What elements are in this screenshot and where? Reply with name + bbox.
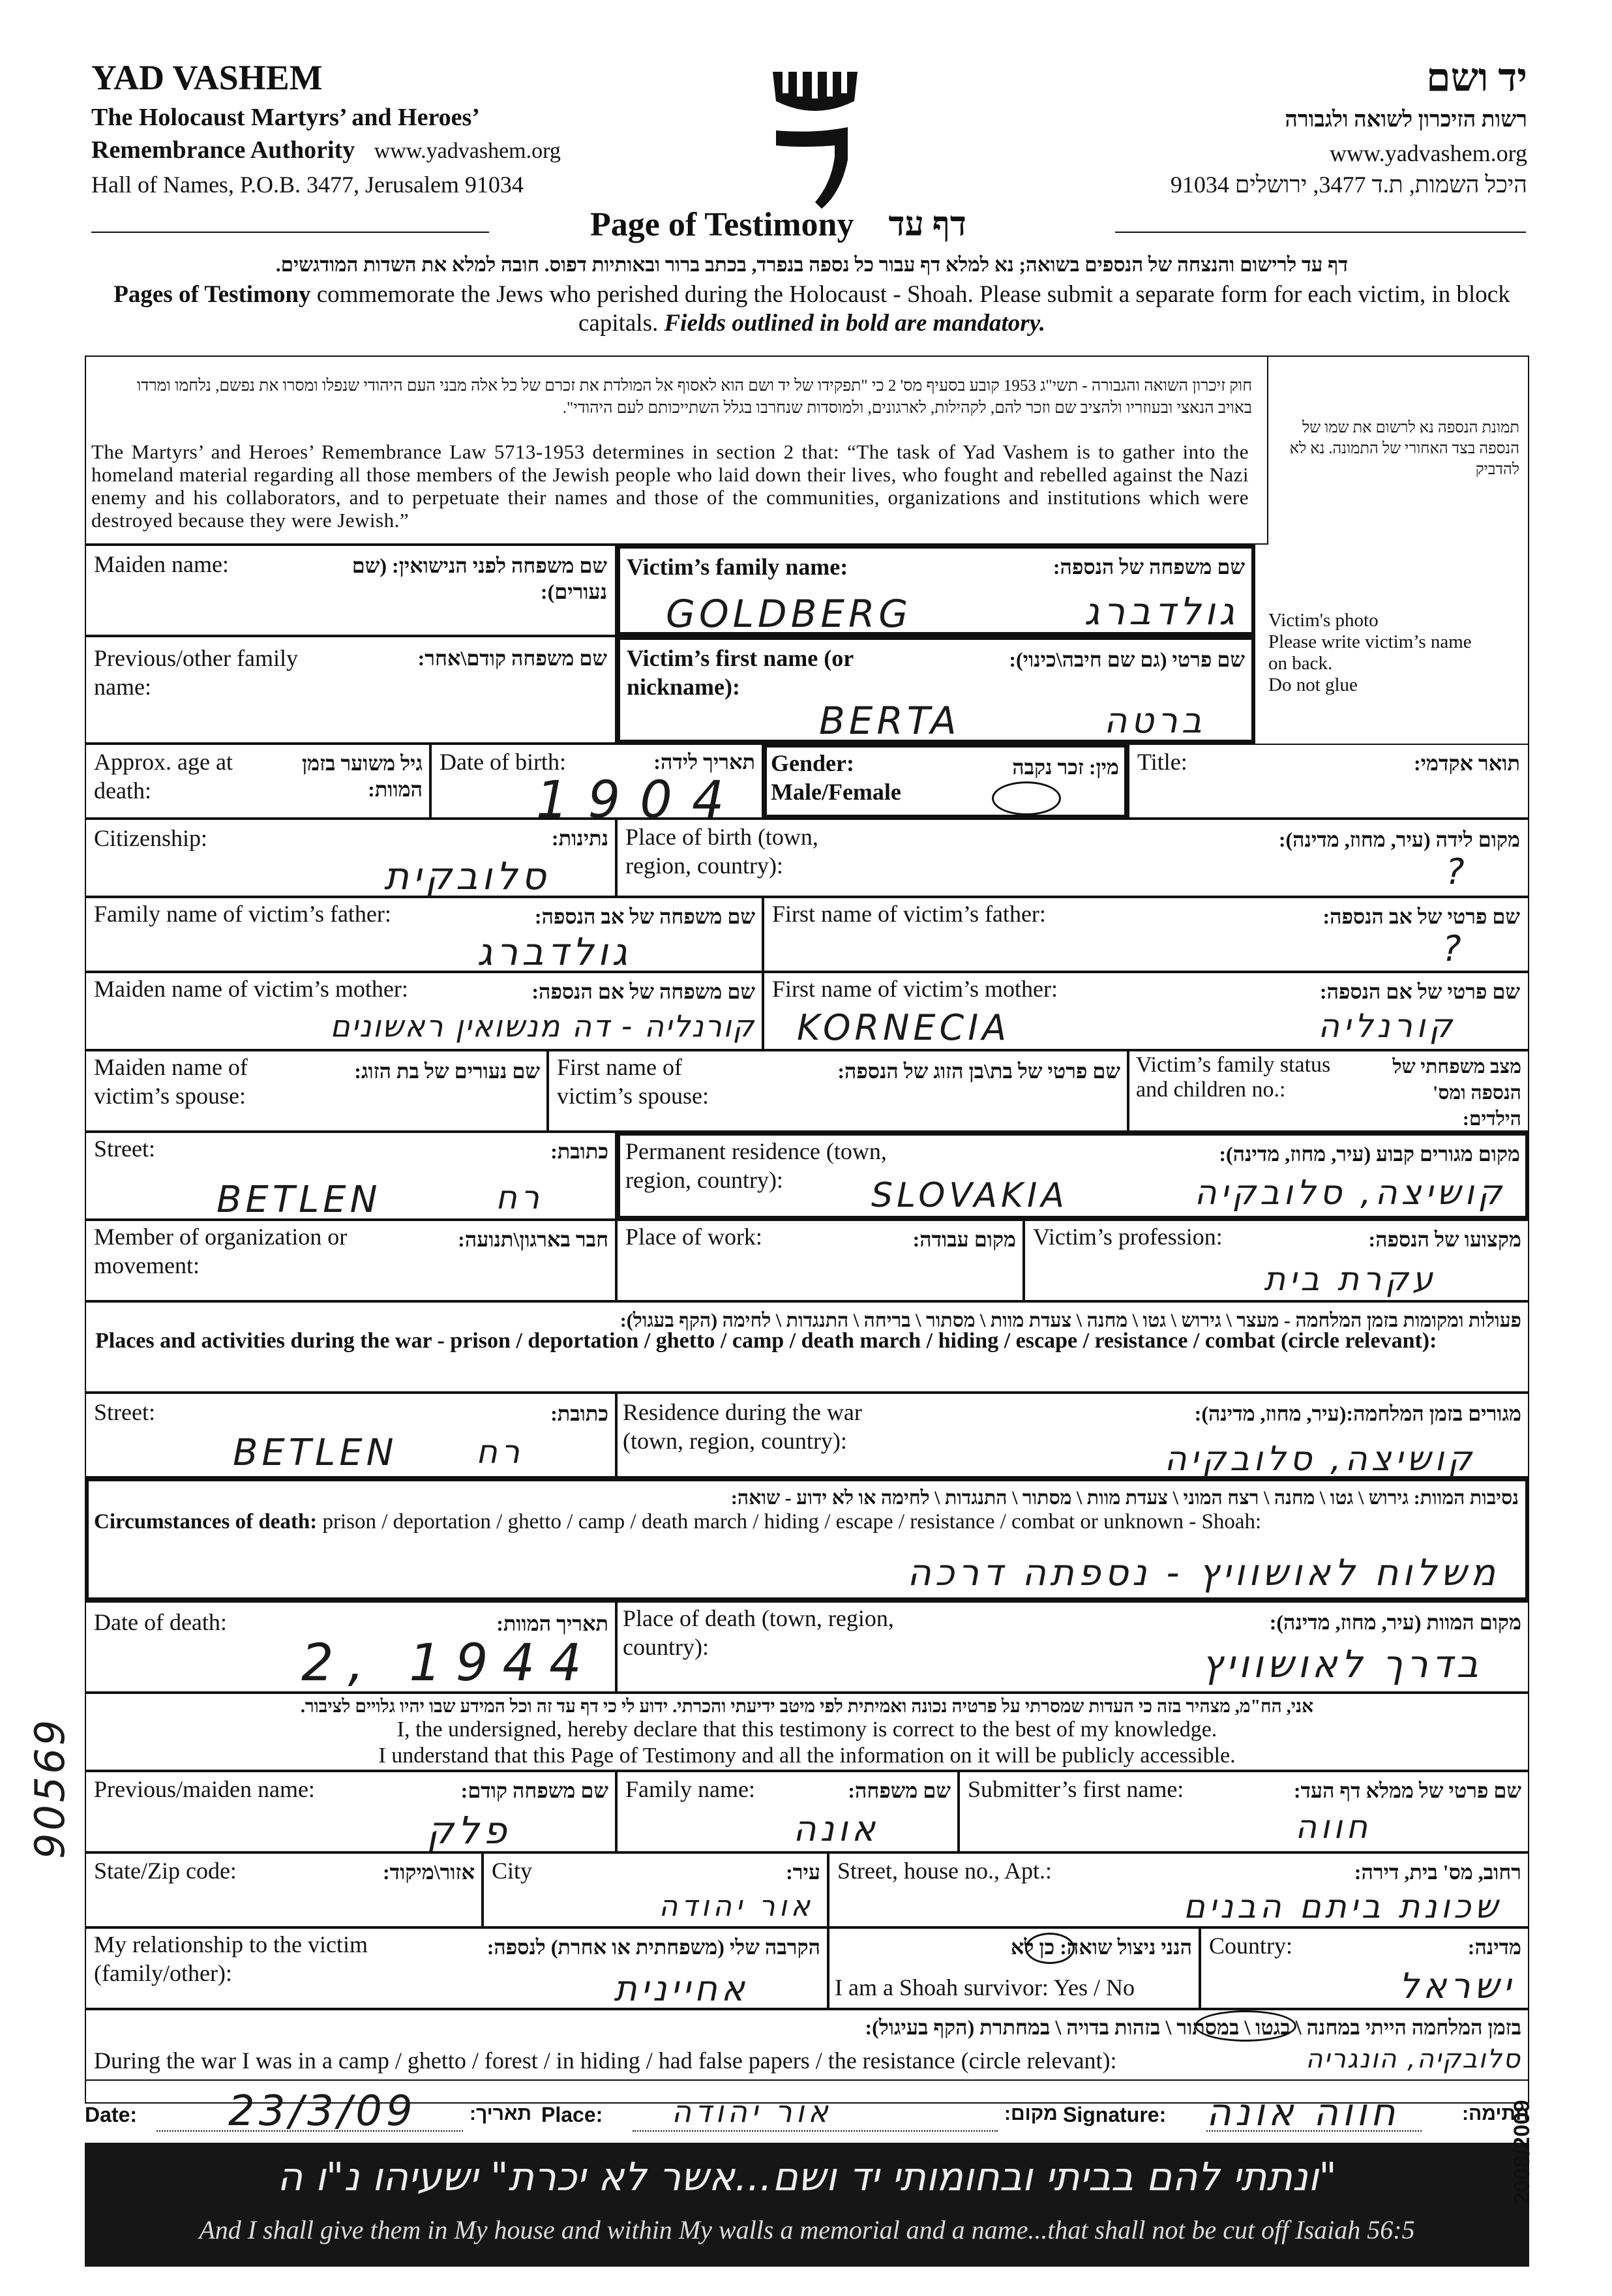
submitter-city-cell[interactable] [483,1852,828,1927]
gender-label: Gender: Male/Female [771,750,901,805]
circumstances-cell[interactable] [85,1477,1529,1601]
footer-he-quote: "ונתתי להם בביתי ובחומותי יד ושם...אשר לא יכרת" ישעיהו נ"ו ה [277,2154,1337,2200]
victim-family-name-value: GOLDBERG [666,592,912,636]
father-family-name-value: גולדברג [477,929,631,974]
survivor-label: I am a Shoah survivor: Yes / No [835,1974,1135,2001]
maiden-name-label: Maiden name: [94,551,229,577]
survivor-he: הנני ניצול שואה: כן לא [1010,1935,1192,1959]
street-value: BETLEN [216,1179,381,1221]
footer-en-quote: And I shall give them in My house and within My walls a memorial and a name...that shall not be cut off Isaiah 56:5 [199,2215,1415,2244]
submitter-first-name-he: שם פרטי של ממלא דף העד: [1293,1779,1521,1802]
date-label: Date: [85,2103,138,2126]
footer-banner [85,2143,1529,2267]
submitter-city-he: עיר: [786,1860,820,1884]
mother-first-name-en-value: KORNECIA [797,1007,1011,1048]
citizenship-label: Citizenship: [94,825,207,851]
family-status-cell[interactable] [1128,1050,1529,1132]
circumstances-label: Circumstances of death: [94,1510,318,1533]
place-of-birth-value: ? [1446,851,1469,892]
circumstances-he: נסיבות המוות: גירוש \ גטו \ מחנה \ רצח המוני \ צעדת מוות \ מסתור \ התנגדות \ לחימה או לא ידוע - שואה: [730,1487,1519,1509]
father-family-name-label: Family name of victim’s father: [94,901,391,927]
spouse-maiden-name-label: Maiden name of victim’s spouse: [94,1054,248,1109]
age-he: גיל משוער בזמן המוות: [301,751,423,801]
street-value-he: רח [496,1179,543,1216]
mother-maiden-name-cell[interactable] [85,972,763,1050]
victim-first-name-value: BERTA [819,699,961,743]
spouse-maiden-name-cell[interactable] [85,1050,548,1132]
war-status-value: סלובקיה, הונגריה [1306,2044,1521,2074]
citizenship-he: נתינות: [551,826,608,850]
submitter-street-label: Street, house no., Apt.: [837,1858,1052,1884]
victim-first-name-he: שם פרטי (גם שם חיבה\כינוי): [1009,648,1245,671]
war-residence-value: קושיצה, סלובקיה [1164,1440,1476,1479]
age-label: Approx. age at death: [94,749,233,804]
header-rule-left [91,232,489,233]
profession-cell[interactable] [1024,1220,1529,1301]
relationship-label: My relationship to the victim (family/other): [94,1931,368,1986]
place-of-death-cell[interactable] [616,1601,1529,1693]
father-first-name-value: ? [1442,928,1465,969]
submitter-street-he: רחוב, מס' בית, דירה: [1354,1860,1521,1884]
photo-en-line2: Please write victim’s name [1268,631,1472,652]
photo-en [1268,610,1529,696]
war-street-he: כתובת: [550,1402,608,1425]
citizenship-value: סלובקית [383,854,550,898]
survivor-cell[interactable] [828,1927,1200,2009]
declaration-cell [85,1693,1529,1771]
profession-label: Victim’s profession: [1033,1224,1223,1250]
father-family-name-he: שם משפחה של אב הנספה: [534,905,755,928]
place-of-death-he: מקום המוות (עיר, מחוז, מדינה): [1269,1610,1521,1634]
circumstances-en [94,1510,1261,1534]
submitter-previous-name-value: פלק [426,1808,511,1852]
submitter-family-name-cell[interactable] [616,1771,959,1852]
place-of-work-label: Place of work: [625,1224,762,1250]
signature-he: חתימה: [1461,2103,1529,2124]
declaration-he: אני, הח"מ, מצהיר בזה כי העדות שמסרתי על פרטיה נכונה ואמיתית לפי מיטב ידיעתי והכרתי. ידוע לי כי דף עד זה וכל המידע שבו יהיו גלויים לציבור. [300,1697,1314,1717]
date-of-death-value: 2, 1944 [301,1634,596,1693]
org-name-he: יד ושם [1426,56,1527,99]
org-address-en: Hall of Names, P.O.B. 3477, Jerusalem 91034 [91,172,524,198]
submitter-zip-he: אזור\מיקוד: [383,1860,475,1884]
photo-he: תמונת הנספה נא לרשום את שמו של הנספה בצד האחורי של התמונה. נא לא להדביק [1289,419,1519,478]
place-of-work-cell[interactable] [616,1220,1024,1301]
war-places-cell[interactable] [85,1301,1529,1393]
country-label: Country: [1209,1933,1293,1959]
place-he: מקום: [1004,2103,1058,2124]
intro-en-text: commemorate the Jews who perished during the Holocaust - Shoah. Please submit a separate form for each victim, in block capitals. [310,281,1510,337]
age-cell[interactable] [85,744,430,819]
org-line2-he: רשות הזיכרון לשואה ולגבורה [1285,108,1527,132]
war-places-en: Places and activities during the war - prison / deportation / ghetto / camp / death march / hiding / escape / resistance / combat (circle relevant): [95,1329,1437,1353]
photo-en-line4: Do not glue [1268,674,1358,695]
profession-value: עקרת בית [1264,1260,1437,1298]
mother-first-name-he: שם פרטי של אם הנספה: [1319,980,1520,1003]
previous-family-name-cell[interactable] [85,636,616,744]
submitter-city-label: City [492,1858,533,1884]
survivor-circle-yes [1025,1933,1075,1964]
victim-family-name-he: שם משפחה של הנספה: [1052,555,1245,579]
mother-first-name-label: First name of victim’s mother: [772,976,1058,1002]
country-he: מדינה: [1467,1935,1521,1959]
intro-en-bold: Pages of Testimony [113,281,311,308]
submitter-family-name-he: שם משפחה: [848,1779,951,1802]
family-status-label: Victim’s family status and children no.: [1136,1053,1331,1102]
submitter-street-value: שכונת ביתם הבנים [1183,1888,1502,1926]
father-first-name-label: First name of victim’s father: [772,901,1046,927]
signature-label: Signature: [1063,2103,1167,2126]
org-name-en: YAD VASHEM [91,58,323,97]
intro-en [98,280,1526,338]
place-label: Place: [541,2103,603,2126]
spouse-first-name-he: שם פרטי של בת\בן הזוג של הנספה: [837,1059,1120,1083]
submitter-zip-label: State/Zip code: [94,1858,237,1884]
relationship-value: אחיינית [614,1968,749,2009]
yad-vashem-logo [763,62,867,212]
side-code: 2008/2009 [1510,2100,1534,2205]
maiden-name-he: שם משפחה לפני הנישואין: (שם נעורים): [351,554,607,603]
form-title-he: דף עד [888,206,966,243]
member-org-label: Member of organization or movement: [94,1224,348,1278]
dob-cell[interactable] [430,744,763,830]
org-url-he: www.yadvashem.org [1330,140,1527,166]
mother-first-name-value: קורנליה [1318,1007,1456,1045]
place-of-birth-cell[interactable] [616,819,1529,897]
intro-he: דף עד לרישום והנצחה של הנספים בשואה; נא למלא דף עבור כל נספה בנפרד, בכתב ברור ובאותיות דפוס. חובה למלא את השדות המודגשים. [275,253,1349,276]
permanent-residence-he: מקום מגורים קבוע (עיר, מחוז, מדינה): [1219,1142,1520,1166]
father-first-name-cell[interactable] [763,897,1529,972]
photo-en-line1: Victim's photo [1268,610,1379,631]
war-street-value-he: רח [476,1433,524,1471]
war-street-value: BETLEN [233,1432,398,1474]
submitter-previous-name-cell[interactable] [85,1771,616,1852]
victim-family-name-label: Victim’s family name: [627,554,848,580]
left-stamp: 90569 [26,1717,74,1859]
citizenship-cell[interactable] [85,819,616,897]
member-org-he: חבר בארגון\תנועה: [458,1228,608,1251]
submitter-previous-name-label: Previous/maiden name: [94,1776,315,1802]
relationship-he: הקרבה שלי (משפחתית או אחרת) לנספה: [486,1935,820,1959]
spouse-first-name-label: First name of victim’s spouse: [557,1054,709,1109]
war-places-he: פעולות ומקומות בזמן המלחמה - מעצר \ גירוש \ גטו \ מחנה \ צעדת מוות \ מסתור \ בריחה \ התנגדות \ לחימה (הקף בעגול): [619,1310,1521,1331]
title-cell[interactable] [1128,744,1529,819]
street-he: כתובת: [550,1140,608,1163]
gender-circle-female [992,781,1061,815]
dob-he: תאריך לידה: [653,750,755,774]
member-org-cell[interactable] [85,1220,616,1301]
date-he: תאריך: [470,2103,532,2124]
place-of-work-he: מקום עבודה: [912,1228,1016,1251]
gender-cell[interactable] [763,744,1128,819]
submitter-city-value: אור יהודה [659,1890,814,1923]
law-he: חוק זיכרון השואה והגבורה - תשי"ג 1953 קובע בסעיף מס' 2 כי "תפקידו של יד ושם הוא לאסוף אל המולדת את זכרם של כל אלה מבני העם היהודי שנפלו ומסרו את נפשם, נלחמו ומרדו באויב הנאצי ובעוזריו ולהציב שם וזכר להם, לקהילות, לארגונים, ולמוסדות שנחרבו בגלל השתייכותם לעם היהודי". [136,377,1252,417]
maiden-name-cell[interactable] [85,545,616,636]
mother-maiden-name-value-he: קורנליה - דה מנשואין ראשונים [330,1008,755,1044]
previous-family-name-he: שם משפחה קודם\אחר: [417,646,607,670]
declaration-en1: I, the undersigned, hereby declare that this testimony is correct to the best of my knowledge. [396,1717,1217,1742]
permanent-residence-value: SLOVAKIA [871,1176,1068,1215]
permanent-residence-cell[interactable] [616,1132,1529,1220]
place-value[interactable]: אור יהודה [672,2094,832,2129]
family-status-he: מצב משפחתי של הנספה ומס' הילדים: [1392,1056,1521,1130]
spouse-first-name-cell[interactable] [548,1050,1128,1132]
gender-he: מין: זכר נקבה [1012,755,1119,779]
header-rule-right [1115,232,1526,233]
form-title [590,205,966,244]
org-address-he: היכל השמות, ת.ד 3477, ירושלים 91034 [1170,172,1527,198]
father-family-name-cell[interactable] [85,897,763,972]
war-status-cell[interactable] [85,2009,1529,2081]
circumstances-value: משלוח לאושוויץ - נספתה דרכה [907,1552,1499,1594]
submitter-street-cell[interactable] [828,1852,1529,1927]
war-street-cell[interactable] [85,1393,616,1477]
org-url-en: www.yadvashem.org [374,139,561,163]
street-cell[interactable] [85,1132,616,1220]
circumstances-options: prison / deportation / ghetto / camp / death march / hiding / escape / resistance / combat or unknown - Shoah: [317,1510,1262,1533]
country-cell[interactable] [1200,1927,1529,2009]
mother-maiden-name-he: שם משפחה של אם הנספה: [531,980,755,1003]
declaration-en2: I understand that this Page of Testimony and all the information on it will be publicly accessible. [378,1744,1236,1768]
victim-family-name-value-he: גולדברג [1084,589,1238,633]
date-value[interactable]: 23/3/09 [228,2087,417,2136]
date-of-death-he: תאריך המוות: [496,1612,608,1635]
form-title-en: Page of Testimony [590,206,854,243]
photo-en-line3: on back. [1268,653,1333,674]
submitter-zip-cell[interactable] [85,1852,483,1927]
intro-en-italic: Fields outlined in bold are mandatory. [664,310,1046,337]
war-status-circle-hiding [1195,2010,1296,2042]
org-line3-en [91,136,561,164]
place-of-birth-label: Place of birth (town, region, country): [625,824,818,879]
victim-family-name-cell[interactable] [616,545,1255,636]
war-residence-he: מגורים בזמן המלחמה:(עיר, מחוז, מדינה): [1194,1402,1521,1425]
victim-first-name-cell[interactable] [616,636,1255,744]
org-line2-en: The Holocaust Martyrs’ and Heroes’ [91,104,480,131]
permanent-residence-value-he: קושיצה, סלובקיה [1194,1173,1506,1213]
place-of-death-value: בדרך לאושוויץ [1201,1642,1482,1686]
mother-maiden-name-label: Maiden name of victim’s mother: [94,976,408,1002]
war-residence-label: Residence during the war (town, region, country): [623,1399,862,1454]
title-he: תואר אקדמי: [1413,751,1520,775]
previous-family-name-label: Previous/other family name: [94,645,298,700]
war-residence-cell[interactable] [616,1393,1529,1477]
profession-he: מקצועו של הנספה: [1368,1228,1521,1251]
place-underline [633,2130,998,2132]
relationship-cell[interactable] [85,1927,828,2009]
date-of-death-cell[interactable] [85,1601,616,1693]
victim-first-name-value-he: ברטה [1104,700,1206,741]
father-first-name-he: שם פרטי של אב הנספה: [1322,905,1520,928]
place-of-birth-he: מקום לידה (עיר, מחוז, מדינה): [1278,828,1520,851]
war-status-he: בזמן המלחמה הייתי במחנה \ בגטו \ במסתור \ בזהות בדויה \ במחתרת (הקף בעיגול): [865,2016,1521,2039]
title-label: Title: [1137,749,1187,775]
signature-value[interactable]: חווה אונה [1206,2090,1399,2134]
submitter-first-name-cell[interactable] [959,1771,1529,1852]
spouse-maiden-name-he: שם נעורים של בת הזוג: [354,1059,540,1083]
war-street-label: Street: [94,1399,155,1425]
submitter-first-name-value: חווה [1295,1808,1371,1846]
submitter-family-name-label: Family name: [625,1776,755,1802]
dob-label: Date of birth: [440,749,566,775]
war-status-en: During the war I was in a camp / ghetto / forest / in hiding / had false papers / the resistance (circle relevant): [94,2047,1117,2074]
submitter-family-name-value: אונה [793,1808,879,1849]
place-of-death-label: Place of death (town, region, country): [623,1605,894,1660]
mother-first-name-cell[interactable] [763,972,1529,1050]
signature-row [85,2087,1529,2136]
victim-first-name-label: Victim’s first name (or nickname): [627,645,854,700]
submitter-previous-name-he: שם משפחה קודם: [460,1779,608,1802]
org-authority: Remembrance Authority [91,136,355,164]
street-label: Street: [94,1136,155,1162]
date-of-death-label: Date of death: [94,1609,227,1635]
submitter-first-name-label: Submitter’s first name: [968,1776,1184,1802]
dob-value: 1904 [536,771,744,830]
permanent-residence-label: Permanent residence (town, region, country): [625,1138,887,1193]
law-en: The Martyrs’ and Heroes’ Remembrance Law 5713-1953 determines in section 2 that: “The task of Yad Vashem is to gather into the homeland material regarding all those members of the Jewish people who laid down their lives, who fought and rebelled against the Nazi enemy and his collaborators, and to perpetuate their names and those of the communities, organizations and institutions which were destroyed because they were Jewish.” [91,440,1249,532]
country-value: ישראל [1399,1965,1515,2006]
